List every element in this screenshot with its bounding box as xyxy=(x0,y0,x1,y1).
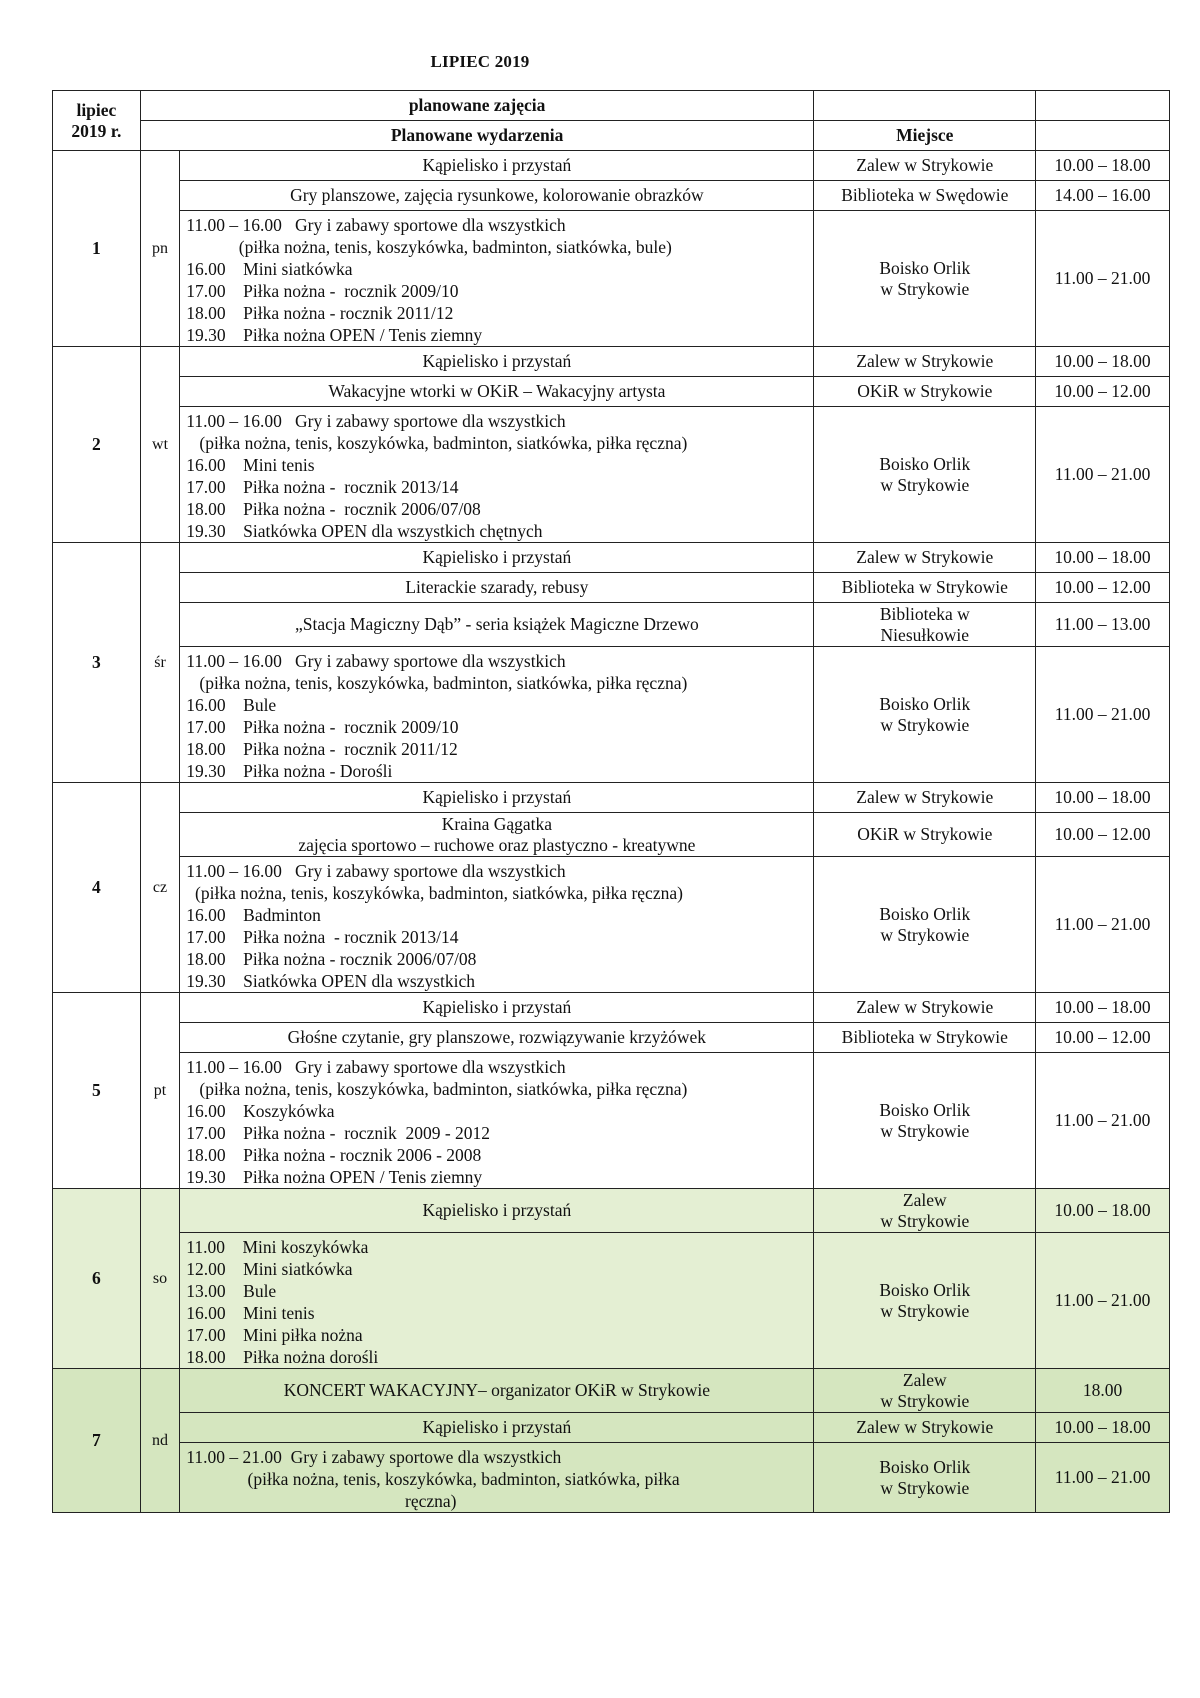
day-number: 4 xyxy=(53,783,141,993)
day-of-week: pn xyxy=(140,151,180,347)
header-place: Miejsce xyxy=(814,121,1036,151)
day-number: 6 xyxy=(53,1189,141,1369)
time-cell: 11.00 – 21.00 xyxy=(1036,857,1170,993)
event-line: 11.00 – 16.00 Gry i zabawy sportowe dla wszystkich xyxy=(186,650,566,671)
event-cell: Kąpielisko i przystań xyxy=(180,783,814,813)
time-cell: 10.00 – 18.00 xyxy=(1036,543,1170,573)
table-row xyxy=(53,573,1170,603)
place-cell: Boisko Orlik w Strykowie xyxy=(814,857,1036,993)
table-row xyxy=(53,1369,1170,1413)
header-empty-1 xyxy=(814,91,1036,121)
table-row xyxy=(53,1413,1170,1443)
event-cell: Kraina Gągatka zajęcia sportowo – ruchowe oraz plastyczno - kreatywne xyxy=(180,813,814,857)
event-cell xyxy=(180,1233,814,1369)
time-cell: 10.00 – 18.00 xyxy=(1036,347,1170,377)
time-cell: 11.00 – 21.00 xyxy=(1036,1053,1170,1189)
place-cell: OKiR w Strykowie xyxy=(814,813,1036,857)
event-cell xyxy=(180,1443,814,1513)
event-cell: Kąpielisko i przystań xyxy=(180,993,814,1023)
event-line: 11.00 – 16.00 Gry i zabawy sportowe dla wszystkich xyxy=(186,214,566,235)
header-month-label: lipiec 2019 r. xyxy=(71,99,122,141)
day-of-week: wt xyxy=(140,347,180,543)
time-cell: 10.00 – 18.00 xyxy=(1036,993,1170,1023)
event-cell: „Stacja Magiczny Dąb” - seria książek Magiczne Drzewo xyxy=(180,603,814,647)
time-cell: 10.00 – 12.00 xyxy=(1036,377,1170,407)
event-cell xyxy=(180,211,814,347)
day-number: 5 xyxy=(53,993,141,1189)
table-row xyxy=(53,347,1170,377)
event-line: (piłka nożna, tenis, koszykówka, badminton, siatkówka, bule) xyxy=(186,236,672,257)
time-cell: 10.00 – 18.00 xyxy=(1036,1189,1170,1233)
place-cell: Zalew w Strykowie xyxy=(814,347,1036,377)
event-line: 17.00 Piłka nożna - rocznik 2009 - 2012 xyxy=(186,1122,491,1143)
event-line: (piłka nożna, tenis, koszykówka, badminton, siatkówka, piłka ręczna) xyxy=(186,1078,688,1099)
time-cell: 11.00 – 21.00 xyxy=(1036,647,1170,783)
event-line: 11.00 Mini koszykówka xyxy=(186,1236,369,1257)
event-line: 17.00 Piłka nożna - rocznik 2013/14 xyxy=(186,926,459,947)
event-line: 18.00 Piłka nożna dorośli xyxy=(186,1346,379,1367)
table-row xyxy=(53,647,1170,783)
event-line: 11.00 – 16.00 Gry i zabawy sportowe dla wszystkich xyxy=(186,410,566,431)
event-line: 16.00 Koszykówka xyxy=(186,1100,335,1121)
event-cell: Wakacyjne wtorki w OKiR – Wakacyjny artysta xyxy=(180,377,814,407)
place-cell: Boisko Orlik w Strykowie xyxy=(814,1053,1036,1189)
table-row xyxy=(53,151,1170,181)
event-line: (piłka nożna, tenis, koszykówka, badminton, siatkówka, piłka ręczna) xyxy=(186,672,688,693)
header-events: Planowane wydarzenia xyxy=(140,121,814,151)
event-cell: KONCERT WAKACYJNY– organizator OKiR w Strykowie xyxy=(180,1369,814,1413)
place-cell: Zalew w Strykowie xyxy=(814,543,1036,573)
place-cell: Biblioteka w Swędowie xyxy=(814,181,1036,211)
time-cell: 11.00 – 21.00 xyxy=(1036,1233,1170,1369)
event-line: (piłka nożna, tenis, koszykówka, badminton, siatkówka, piłka xyxy=(186,1468,680,1489)
table-row xyxy=(53,783,1170,813)
table-row xyxy=(53,1053,1170,1189)
place-cell: Boisko Orlik w Strykowie xyxy=(814,1233,1036,1369)
header-month-cell xyxy=(53,91,141,151)
event-line: 16.00 Mini tenis xyxy=(186,454,315,475)
table-row xyxy=(53,1443,1170,1513)
day-number: 3 xyxy=(53,543,141,783)
table-row xyxy=(53,993,1170,1023)
event-line: 11.00 – 16.00 Gry i zabawy sportowe dla wszystkich xyxy=(186,1056,566,1077)
day-number: 2 xyxy=(53,347,141,543)
event-line: (piłka nożna, tenis, koszykówka, badminton, siatkówka, piłka ręczna) xyxy=(186,882,683,903)
event-line: 18.00 Piłka nożna - rocznik 2006/07/08 xyxy=(186,498,481,519)
schedule-table xyxy=(52,90,1170,1513)
event-line: 13.00 Bule xyxy=(186,1280,277,1301)
table-row xyxy=(53,813,1170,857)
event-cell: Literackie szarady, rebusy xyxy=(180,573,814,603)
event-line: 18.00 Piłka nożna - rocznik 2006 - 2008 xyxy=(186,1144,482,1165)
time-cell: 14.00 – 16.00 xyxy=(1036,181,1170,211)
page-title: LIPIEC 2019 xyxy=(430,52,530,71)
event-line: 18.00 Piłka nożna - rocznik 2011/12 xyxy=(186,302,454,323)
table-row xyxy=(53,1189,1170,1233)
event-line: 19.30 Siatkówka OPEN dla wszystkich xyxy=(186,970,475,991)
table-row xyxy=(53,211,1170,347)
event-line: 18.00 Piłka nożna - rocznik 2011/12 xyxy=(186,738,458,759)
event-line: 16.00 Mini tenis xyxy=(186,1302,315,1323)
day-number: 7 xyxy=(53,1369,141,1513)
place-cell: Zalew w Strykowie xyxy=(814,1189,1036,1233)
time-cell: 11.00 – 21.00 xyxy=(1036,1443,1170,1513)
table-row xyxy=(53,603,1170,647)
event-line: 11.00 – 16.00 Gry i zabawy sportowe dla wszystkich xyxy=(186,860,566,881)
time-cell: 10.00 – 12.00 xyxy=(1036,1023,1170,1053)
place-cell: Zalew w Strykowie xyxy=(814,1413,1036,1443)
event-line: 16.00 Mini siatkówka xyxy=(186,258,353,279)
header-planned: planowane zajęcia xyxy=(140,91,814,121)
event-line: 11.00 – 21.00 Gry i zabawy sportowe dla wszystkich xyxy=(186,1446,562,1467)
event-line: 17.00 Piłka nożna - rocznik 2009/10 xyxy=(186,280,459,301)
event-cell: Kąpielisko i przystań xyxy=(180,1413,814,1443)
table-row xyxy=(53,377,1170,407)
event-cell: Kąpielisko i przystań xyxy=(180,151,814,181)
event-line: 12.00 Mini siatkówka xyxy=(186,1258,353,1279)
time-cell: 10.00 – 18.00 xyxy=(1036,783,1170,813)
event-line: 16.00 Badminton xyxy=(186,904,321,925)
place-cell: Boisko Orlik w Strykowie xyxy=(814,211,1036,347)
event-line: 19.30 Piłka nożna OPEN / Tenis ziemny xyxy=(186,324,483,345)
time-cell: 10.00 – 18.00 xyxy=(1036,151,1170,181)
event-line: 17.00 Mini piłka nożna xyxy=(186,1324,363,1345)
event-line: 16.00 Bule xyxy=(186,694,277,715)
event-line: 17.00 Piłka nożna - rocznik 2009/10 xyxy=(186,716,459,737)
place-cell: Zalew w Strykowie xyxy=(814,783,1036,813)
day-of-week: cz xyxy=(140,783,180,993)
place-cell: Boisko Orlik w Strykowie xyxy=(814,647,1036,783)
table-row xyxy=(53,543,1170,573)
place-cell: Zalew w Strykowie xyxy=(814,993,1036,1023)
place-cell: OKiR w Strykowie xyxy=(814,377,1036,407)
header-empty-3 xyxy=(1036,121,1170,151)
table-row xyxy=(53,407,1170,543)
day-of-week: so xyxy=(140,1189,180,1369)
table-row xyxy=(53,181,1170,211)
place-cell: Boisko Orlik w Strykowie xyxy=(814,1443,1036,1513)
table-row xyxy=(53,1023,1170,1053)
time-cell: 11.00 – 13.00 xyxy=(1036,603,1170,647)
event-cell: Kąpielisko i przystań xyxy=(180,347,814,377)
time-cell: 18.00 xyxy=(1036,1369,1170,1413)
place-cell: Biblioteka w Strykowie xyxy=(814,1023,1036,1053)
event-cell xyxy=(180,1053,814,1189)
place-cell: Zalew w Strykowie xyxy=(814,1369,1036,1413)
time-cell: 11.00 – 21.00 xyxy=(1036,211,1170,347)
event-cell xyxy=(180,647,814,783)
time-cell: 10.00 – 12.00 xyxy=(1036,573,1170,603)
place-cell: Biblioteka w Strykowie xyxy=(814,573,1036,603)
day-of-week: pt xyxy=(140,993,180,1189)
time-cell: 11.00 – 21.00 xyxy=(1036,407,1170,543)
place-cell: Biblioteka w Niesułkowie xyxy=(814,603,1036,647)
event-cell: Gry planszowe, zajęcia rysunkowe, kolorowanie obrazków xyxy=(180,181,814,211)
header-empty-2 xyxy=(1036,91,1170,121)
event-line: 19.30 Siatkówka OPEN dla wszystkich chętnych xyxy=(186,520,543,541)
header-row-2 xyxy=(53,121,1170,151)
place-cell: Zalew w Strykowie xyxy=(814,151,1036,181)
event-line: 17.00 Piłka nożna - rocznik 2013/14 xyxy=(186,476,459,497)
event-line: ręczna) xyxy=(186,1490,457,1511)
day-of-week: śr xyxy=(140,543,180,783)
time-cell: 10.00 – 12.00 xyxy=(1036,813,1170,857)
event-cell xyxy=(180,857,814,993)
event-cell: Głośne czytanie, gry planszowe, rozwiązywanie krzyżówek xyxy=(180,1023,814,1053)
event-line: 19.30 Piłka nożna - Dorośli xyxy=(186,760,393,781)
event-cell: Kąpielisko i przystań xyxy=(180,1189,814,1233)
event-line: (piłka nożna, tenis, koszykówka, badminton, siatkówka, piłka ręczna) xyxy=(186,432,688,453)
table-row xyxy=(53,857,1170,993)
event-cell xyxy=(180,407,814,543)
event-line: 18.00 Piłka nożna - rocznik 2006/07/08 xyxy=(186,948,477,969)
day-of-week: nd xyxy=(140,1369,180,1513)
time-cell: 10.00 – 18.00 xyxy=(1036,1413,1170,1443)
place-cell: Boisko Orlik w Strykowie xyxy=(814,407,1036,543)
table-row xyxy=(53,1233,1170,1369)
event-cell: Kąpielisko i przystań xyxy=(180,543,814,573)
header-row-1 xyxy=(53,91,1170,121)
day-number: 1 xyxy=(53,151,141,347)
event-line: 19.30 Piłka nożna OPEN / Tenis ziemny xyxy=(186,1166,483,1187)
